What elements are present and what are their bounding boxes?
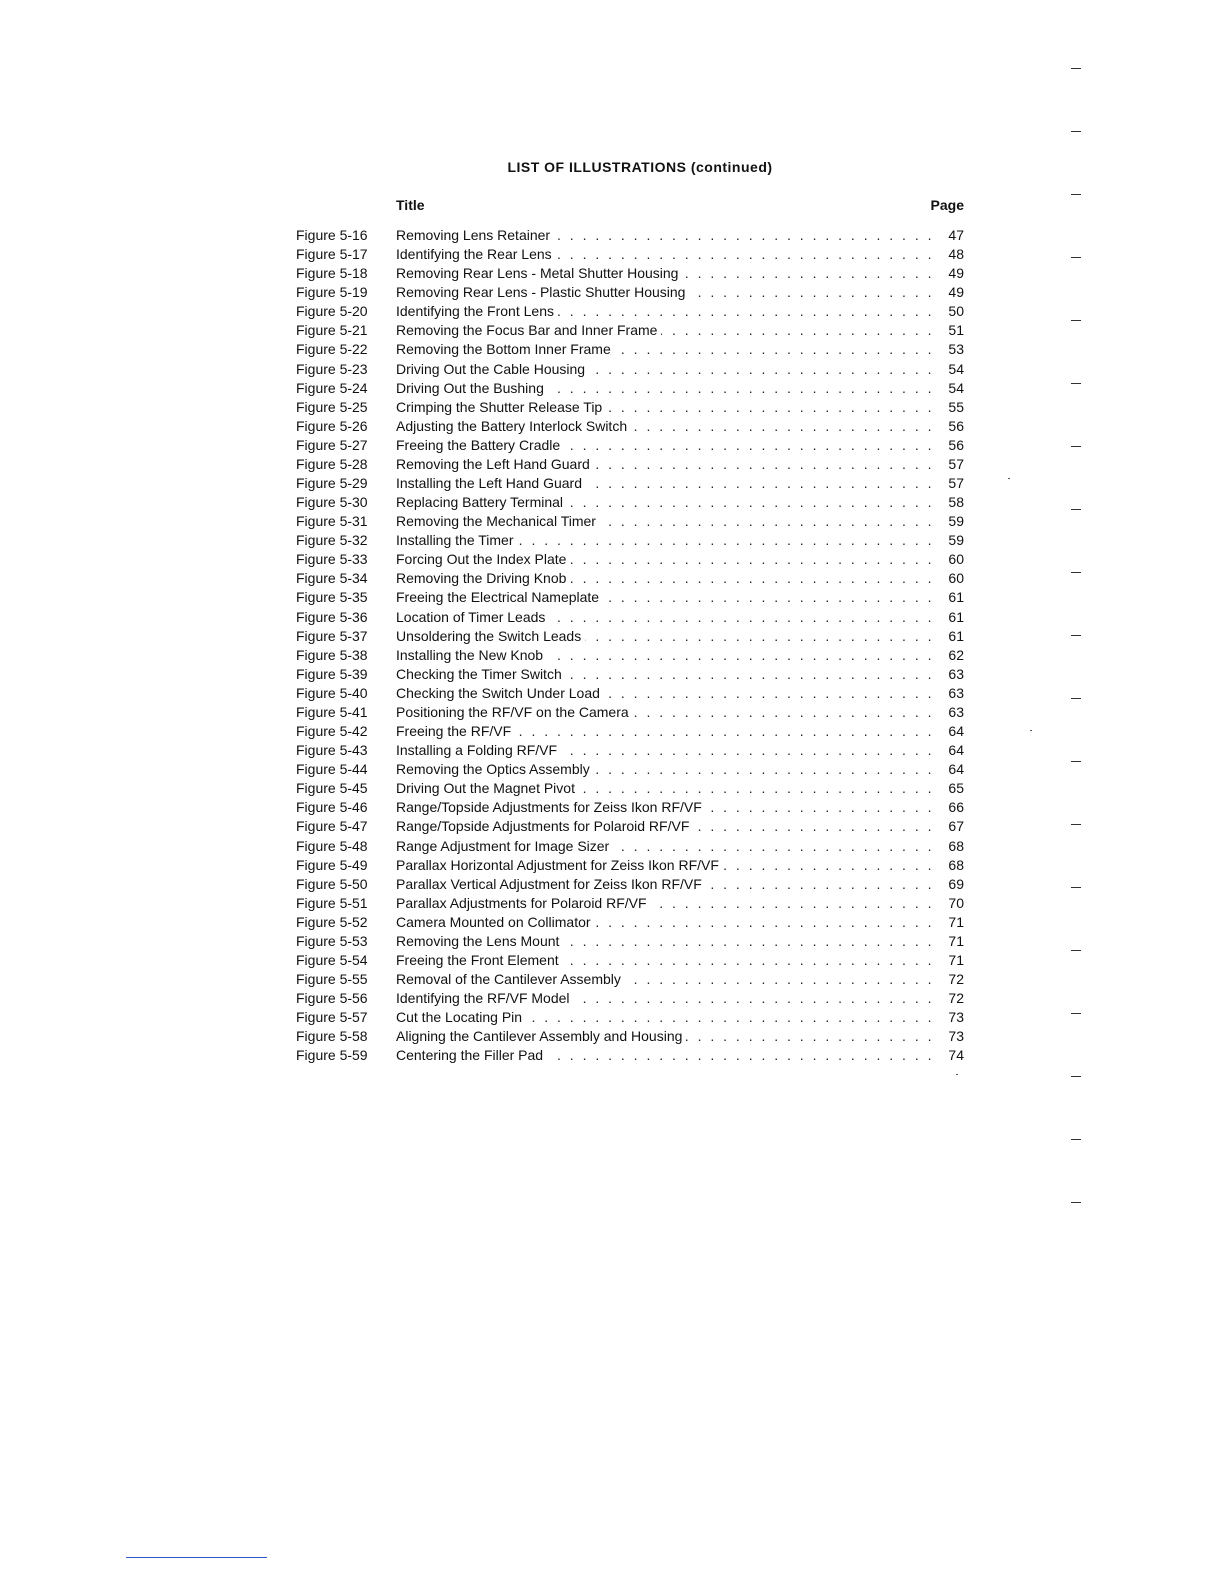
scan-speck	[956, 1074, 958, 1075]
figure-number: Figure 5-53	[296, 932, 368, 949]
figure-title: Identifying the Rear Lens	[396, 246, 556, 262]
column-header-title: Title	[396, 197, 425, 213]
figure-number: Figure 5-25	[296, 398, 368, 415]
figure-title: Removing the Optics Assembly	[396, 761, 594, 777]
figure-title-leader	[396, 1046, 934, 1065]
figure-title-leader	[396, 875, 934, 894]
figure-title: Cut the Locating Pin	[396, 1009, 526, 1025]
list-item	[296, 894, 964, 913]
figure-title: Camera Mounted on Collimator	[396, 914, 595, 930]
figure-number: Figure 5-54	[296, 951, 368, 968]
margin-tick	[1071, 68, 1081, 69]
page-number: 60	[948, 570, 964, 587]
figure-title-leader	[396, 512, 934, 531]
list-item	[296, 779, 964, 798]
page-number: 54	[948, 360, 964, 377]
list-item	[296, 474, 964, 493]
page-number: 71	[948, 913, 964, 930]
figure-number: Figure 5-56	[296, 990, 368, 1007]
page-number: 58	[948, 494, 964, 511]
figure-title: Range/Topside Adjustments for Zeiss Ikon RF/VF	[396, 799, 706, 815]
figure-title-leader	[396, 1008, 934, 1027]
figure-title: Removing Lens Retainer	[396, 227, 554, 243]
margin-tick	[1071, 887, 1081, 888]
page-number: 64	[948, 742, 964, 759]
figure-title-leader	[396, 455, 934, 474]
list-item	[296, 856, 964, 875]
figure-number: Figure 5-19	[296, 284, 368, 301]
figure-title-leader	[396, 913, 934, 932]
figure-number: Figure 5-38	[296, 646, 368, 663]
page-number: 56	[948, 417, 964, 434]
margin-tick	[1071, 1076, 1081, 1077]
footnote-rule	[126, 1557, 267, 1558]
list-item	[296, 913, 964, 932]
page-number: 49	[948, 265, 964, 282]
list-item	[296, 302, 964, 321]
figure-title-leader	[396, 817, 934, 836]
figure-title: Removing the Focus Bar and Inner Frame	[396, 322, 661, 338]
page-number: 55	[948, 398, 964, 415]
page-number: 71	[948, 932, 964, 949]
list-item	[296, 703, 964, 722]
figure-title-leader	[396, 226, 934, 245]
figure-title: Freeing the Battery Cradle	[396, 437, 564, 453]
figure-title: Freeing the RF/VF	[396, 723, 515, 739]
figure-number: Figure 5-43	[296, 742, 368, 759]
figure-number: Figure 5-39	[296, 665, 368, 682]
figure-title: Removing the Left Hand Guard	[396, 456, 594, 472]
figure-title: Identifying the RF/VF Model	[396, 990, 574, 1006]
figure-title-leader	[396, 360, 934, 379]
figure-number: Figure 5-24	[296, 379, 368, 396]
list-item	[296, 932, 964, 951]
figure-title-leader	[396, 264, 934, 283]
list-item	[296, 417, 964, 436]
figure-number: Figure 5-35	[296, 589, 368, 606]
margin-tick	[1071, 572, 1081, 573]
page-number: 68	[948, 837, 964, 854]
list-item	[296, 245, 964, 264]
page-number: 59	[948, 532, 964, 549]
page-number: 48	[948, 246, 964, 263]
figure-number: Figure 5-22	[296, 341, 368, 358]
list-item	[296, 360, 964, 379]
figure-number: Figure 5-29	[296, 475, 368, 492]
figure-title-leader	[396, 302, 934, 321]
figure-number: Figure 5-20	[296, 303, 368, 320]
figure-title-leader	[396, 703, 934, 722]
figure-number: Figure 5-31	[296, 513, 368, 530]
margin-tick	[1071, 509, 1081, 510]
figure-number: Figure 5-52	[296, 913, 368, 930]
figure-title-leader	[396, 493, 934, 512]
figure-title: Freeing the Front Element	[396, 952, 563, 968]
column-header-page: Page	[930, 197, 964, 213]
figure-title-leader	[396, 283, 934, 302]
page-number: 72	[948, 990, 964, 1007]
list-item	[296, 951, 964, 970]
figure-title: Location of Timer Leads	[396, 609, 549, 625]
page-number: 49	[948, 284, 964, 301]
margin-tick	[1071, 950, 1081, 951]
page-number: 64	[948, 761, 964, 778]
figure-title: Removing Rear Lens - Metal Shutter Housing	[396, 265, 682, 281]
list-item	[296, 760, 964, 779]
figure-number: Figure 5-47	[296, 818, 368, 835]
figure-title-leader	[396, 684, 934, 703]
figure-title-leader	[396, 722, 934, 741]
margin-tick	[1071, 320, 1081, 321]
page-number: 73	[948, 1028, 964, 1045]
page-number: 53	[948, 341, 964, 358]
list-item	[296, 722, 964, 741]
figure-title: Checking the Switch Under Load	[396, 685, 604, 701]
margin-tick	[1071, 131, 1081, 132]
figure-title-leader	[396, 932, 934, 951]
margin-tick	[1071, 1202, 1081, 1203]
list-item	[296, 226, 964, 245]
list-item	[296, 340, 964, 359]
page-number: 73	[948, 1009, 964, 1026]
page-number: 60	[948, 551, 964, 568]
figure-title: Centering the Filler Pad	[396, 1047, 547, 1063]
figure-title: Installing the Left Hand Guard	[396, 475, 586, 491]
figure-title-leader	[396, 989, 934, 1008]
page-number: 62	[948, 646, 964, 663]
page-number: 61	[948, 608, 964, 625]
list-item	[296, 970, 964, 989]
figure-title: Removing the Lens Mount	[396, 933, 563, 949]
figure-title: Freeing the Electrical Nameplate	[396, 589, 603, 605]
margin-tick	[1071, 761, 1081, 762]
figure-number: Figure 5-41	[296, 703, 368, 720]
figure-number: Figure 5-51	[296, 894, 368, 911]
figure-number: Figure 5-58	[296, 1028, 368, 1045]
list-item	[296, 531, 964, 550]
figure-number: Figure 5-17	[296, 246, 368, 263]
figure-title: Installing a Folding RF/VF	[396, 742, 561, 758]
page-number: 72	[948, 971, 964, 988]
figure-title: Removing the Driving Knob	[396, 570, 570, 586]
page-number: 50	[948, 303, 964, 320]
page-number: 63	[948, 684, 964, 701]
figure-number: Figure 5-23	[296, 360, 368, 377]
figure-title: Removal of the Cantilever Assembly	[396, 971, 625, 987]
margin-tick	[1071, 257, 1081, 258]
margin-tick	[1071, 635, 1081, 636]
page-number: 61	[948, 589, 964, 606]
figure-number: Figure 5-16	[296, 227, 368, 243]
figure-number: Figure 5-26	[296, 417, 368, 434]
figure-title: Parallax Adjustments for Polaroid RF/VF	[396, 895, 651, 911]
figure-number: Figure 5-33	[296, 551, 368, 568]
page-number: 67	[948, 818, 964, 835]
page-number: 63	[948, 703, 964, 720]
figure-number: Figure 5-55	[296, 971, 368, 988]
figure-title-leader	[396, 1027, 934, 1046]
list-item	[296, 646, 964, 665]
figure-title: Unsoldering the Switch Leads	[396, 628, 585, 644]
list-item	[296, 550, 964, 569]
page-number: 47	[948, 227, 964, 243]
figure-title: Parallax Vertical Adjustment for Zeiss Ikon RF/VF	[396, 876, 706, 892]
figure-title-leader	[396, 588, 934, 607]
figure-title-leader	[396, 340, 934, 359]
list-item	[296, 493, 964, 512]
figure-number: Figure 5-46	[296, 799, 368, 816]
figure-number: Figure 5-30	[296, 494, 368, 511]
figure-title-leader	[396, 741, 934, 760]
list-item	[296, 989, 964, 1008]
figure-title: Removing the Bottom Inner Frame	[396, 341, 615, 357]
list-item	[296, 627, 964, 646]
list-item	[296, 684, 964, 703]
scan-speck	[1008, 478, 1010, 479]
figure-number: Figure 5-32	[296, 532, 368, 549]
figure-number: Figure 5-28	[296, 455, 368, 472]
figure-title-leader	[396, 245, 934, 264]
figure-title: Installing the New Knob	[396, 647, 547, 663]
margin-tick	[1071, 698, 1081, 699]
figure-title-leader	[396, 569, 934, 588]
figure-number: Figure 5-59	[296, 1047, 368, 1064]
margin-tick	[1071, 194, 1081, 195]
figure-title-leader	[396, 951, 934, 970]
page-number: 74	[948, 1047, 964, 1064]
figure-title-leader	[396, 798, 934, 817]
figure-number: Figure 5-48	[296, 837, 368, 854]
figure-title: Removing the Mechanical Timer	[396, 513, 600, 529]
figure-title: Replacing Battery Terminal	[396, 494, 567, 510]
page-number: 66	[948, 799, 964, 816]
page-number: 59	[948, 513, 964, 530]
figure-title-leader	[396, 779, 934, 798]
figure-number: Figure 5-21	[296, 322, 368, 339]
list-item	[296, 608, 964, 627]
figure-number: Figure 5-44	[296, 761, 368, 778]
margin-tick	[1071, 1139, 1081, 1140]
figure-number: Figure 5-37	[296, 627, 368, 644]
margin-tick	[1071, 824, 1081, 825]
list-item	[296, 1046, 964, 1065]
page-number: 56	[948, 436, 964, 453]
figure-title: Identifying the Front Lens	[396, 303, 558, 319]
figure-title: Range/Topside Adjustments for Polaroid RF/VF	[396, 818, 693, 834]
list-item	[296, 588, 964, 607]
figure-number: Figure 5-49	[296, 856, 368, 873]
page-number: 69	[948, 875, 964, 892]
page-number: 63	[948, 665, 964, 682]
figure-title-leader	[396, 321, 934, 340]
page-number: 57	[948, 455, 964, 472]
figure-title: Crimping the Shutter Release Tip	[396, 399, 606, 415]
figure-title: Range Adjustment for Image Sizer	[396, 838, 613, 854]
page-number: 64	[948, 723, 964, 740]
figure-title-leader	[396, 760, 934, 779]
list-item	[296, 875, 964, 894]
illustrations-list	[296, 226, 964, 1065]
figure-number: Figure 5-50	[296, 875, 368, 892]
list-item	[296, 379, 964, 398]
figure-title-leader	[396, 665, 934, 684]
margin-tick	[1071, 383, 1081, 384]
page-number: 61	[948, 627, 964, 644]
figure-number: Figure 5-27	[296, 436, 368, 453]
figure-title-leader	[396, 417, 934, 436]
list-item	[296, 741, 964, 760]
figure-title-leader	[396, 646, 934, 665]
figure-title: Adjusting the Battery Interlock Switch	[396, 418, 631, 434]
figure-title: Parallax Horizontal Adjustment for Zeiss Ikon RF/VF	[396, 857, 723, 873]
figure-title-leader	[396, 894, 934, 913]
page-number: 65	[948, 780, 964, 797]
figure-title: Driving Out the Magnet Pivot	[396, 780, 579, 796]
column-headers	[396, 197, 964, 215]
list-item	[296, 436, 964, 455]
figure-title-leader	[396, 627, 934, 646]
list-item	[296, 665, 964, 684]
figure-title: Checking the Timer Switch	[396, 666, 566, 682]
list-item	[296, 264, 964, 283]
figure-title-leader	[396, 398, 934, 417]
figure-title: Installing the Timer	[396, 532, 518, 548]
page-number: 68	[948, 856, 964, 873]
figure-title-leader	[396, 608, 934, 627]
figure-title-leader	[396, 474, 934, 493]
margin-tick	[1071, 446, 1081, 447]
figure-title: Positioning the RF/VF on the Camera	[396, 704, 633, 720]
page-number: 71	[948, 951, 964, 968]
list-item	[296, 817, 964, 836]
list-item	[296, 837, 964, 856]
list-item	[296, 798, 964, 817]
figure-title-leader	[396, 550, 934, 569]
figure-title: Removing Rear Lens - Plastic Shutter Housing	[396, 284, 689, 300]
figure-number: Figure 5-36	[296, 608, 368, 625]
list-item	[296, 455, 964, 474]
page-number: 70	[948, 894, 964, 911]
list-item	[296, 512, 964, 531]
page-heading: LIST OF ILLUSTRATIONS (continued)	[507, 159, 773, 175]
margin-tick	[1071, 1013, 1081, 1014]
list-item	[296, 1008, 964, 1027]
figure-number: Figure 5-18	[296, 265, 368, 282]
figure-number: Figure 5-40	[296, 684, 368, 701]
figure-title-leader	[396, 436, 934, 455]
figure-number: Figure 5-42	[296, 723, 368, 740]
list-item	[296, 569, 964, 588]
figure-title: Aligning the Cantilever Assembly and Housing	[396, 1028, 686, 1044]
figure-title-leader	[396, 970, 934, 989]
page-number: 54	[948, 379, 964, 396]
figure-number: Figure 5-45	[296, 780, 368, 797]
figure-number: Figure 5-34	[296, 570, 368, 587]
figure-title: Forcing Out the Index Plate	[396, 551, 570, 567]
list-item	[296, 398, 964, 417]
figure-title: Driving Out the Cable Housing	[396, 361, 589, 377]
list-item	[296, 1027, 964, 1046]
figure-title-leader	[396, 379, 934, 398]
scan-speck	[1030, 730, 1032, 731]
list-item	[296, 283, 964, 302]
page-number: 51	[948, 322, 964, 339]
figure-number: Figure 5-57	[296, 1009, 368, 1026]
figure-title: Driving Out the Bushing	[396, 380, 548, 396]
list-item	[296, 321, 964, 340]
page-number: 57	[948, 475, 964, 492]
figure-title-leader	[396, 837, 934, 856]
figure-title-leader	[396, 856, 934, 875]
figure-title-leader	[396, 531, 934, 550]
